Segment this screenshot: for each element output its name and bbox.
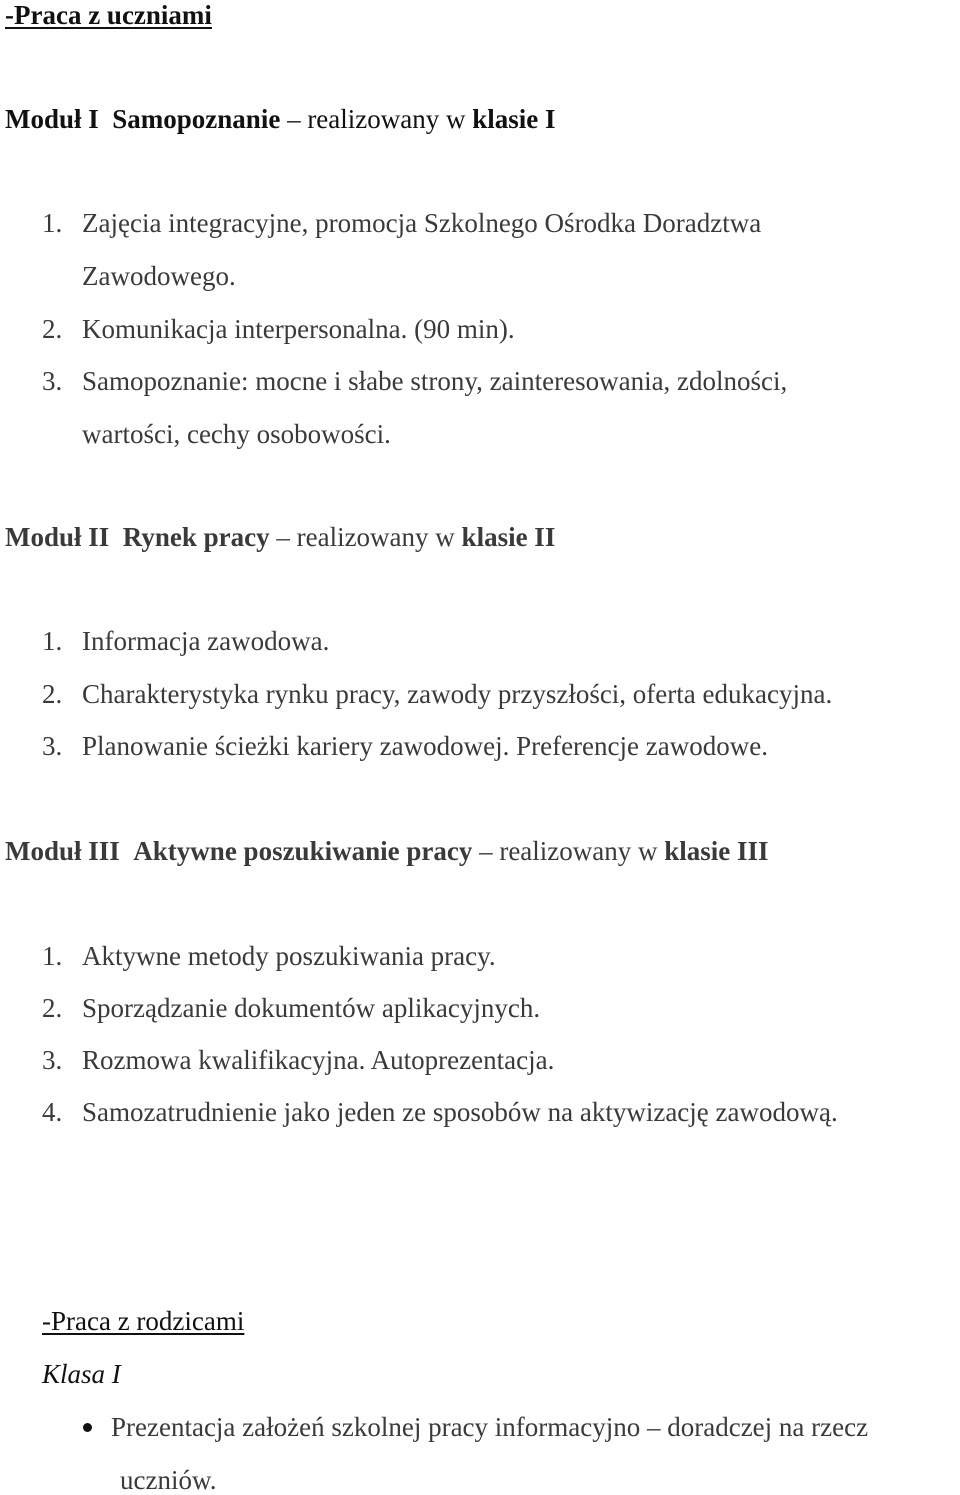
- list-item-number: 4.: [42, 1097, 63, 1127]
- list-item: Komunikacja interpersonalna. (90 min).: [82, 314, 515, 344]
- list-item: Charakterystyka rynku pracy, zawody przyszłości, oferta edukacyjna.: [82, 679, 833, 709]
- list-item: Informacja zawodowa.: [82, 626, 330, 656]
- list-item-number: 2.: [42, 993, 63, 1023]
- module-realized-text: realizowany w: [296, 522, 455, 552]
- list-item-number: 1.: [42, 208, 63, 238]
- list-item: Zajęcia integracyjne, promocja Szkolnego Ośrodka Doradztwa: [82, 208, 762, 238]
- class-heading: Klasa I: [42, 1359, 121, 1389]
- list-item-number: 2.: [42, 679, 63, 709]
- bullet-item: Prezentacja założeń szkolnej pracy informacyjno – doradczej na rzecz: [111, 1412, 869, 1442]
- list-item: Samopoznanie: mocne i słabe strony, zainteresowania, zdolności,: [82, 366, 788, 396]
- list-item-number: 3.: [42, 366, 63, 396]
- module-name: Aktywne poszukiwanie pracy: [133, 836, 473, 866]
- bullet-icon: [83, 1423, 92, 1432]
- module-heading-2: [5, 524, 555, 551]
- list-item: Rozmowa kwalifikacyjna. Autoprezentacja.: [82, 1045, 555, 1075]
- list-item-continuation: Zawodowego.: [82, 261, 236, 291]
- module-dash: –: [276, 522, 290, 552]
- list-item-number: 2.: [42, 314, 63, 344]
- list-item-number: 1.: [42, 626, 63, 656]
- module-label: Moduł III: [5, 836, 120, 866]
- module-label: Moduł II: [5, 522, 110, 552]
- list-item-continuation: wartości, cechy osobowości.: [82, 419, 391, 449]
- section-heading-parents: -Praca z rodzicami: [42, 1306, 245, 1336]
- module-realized-text: realizowany w: [499, 836, 658, 866]
- module-heading-3: [5, 838, 769, 865]
- module-class-label: klasie I: [472, 104, 556, 134]
- module-class-label: klasie III: [664, 836, 769, 866]
- list-item-number: 1.: [42, 941, 63, 971]
- list-item-number: 3.: [42, 1045, 63, 1075]
- bullet-item-continuation: uczniów.: [120, 1465, 217, 1495]
- list-item: Aktywne metody poszukiwania pracy.: [82, 941, 496, 971]
- module-dash: –: [479, 836, 493, 866]
- list-item-number: 3.: [42, 731, 63, 761]
- module-name: Samopoznanie: [112, 104, 281, 134]
- section-heading-students: -Praca z uczniami: [5, 0, 212, 30]
- module-realized-text: realizowany w: [307, 104, 466, 134]
- module-class-label: klasie II: [461, 522, 556, 552]
- module-label: Moduł I: [5, 104, 99, 134]
- list-item: Sporządzanie dokumentów aplikacyjnych.: [82, 993, 541, 1023]
- list-item: Samozatrudnienie jako jeden ze sposobów na aktywizację zawodową.: [82, 1097, 838, 1127]
- list-item: Planowanie ścieżki kariery zawodowej. Preferencje zawodowe.: [82, 731, 768, 761]
- module-dash: –: [287, 104, 301, 134]
- module-name: Rynek pracy: [122, 522, 270, 552]
- module-heading-1: [5, 106, 556, 133]
